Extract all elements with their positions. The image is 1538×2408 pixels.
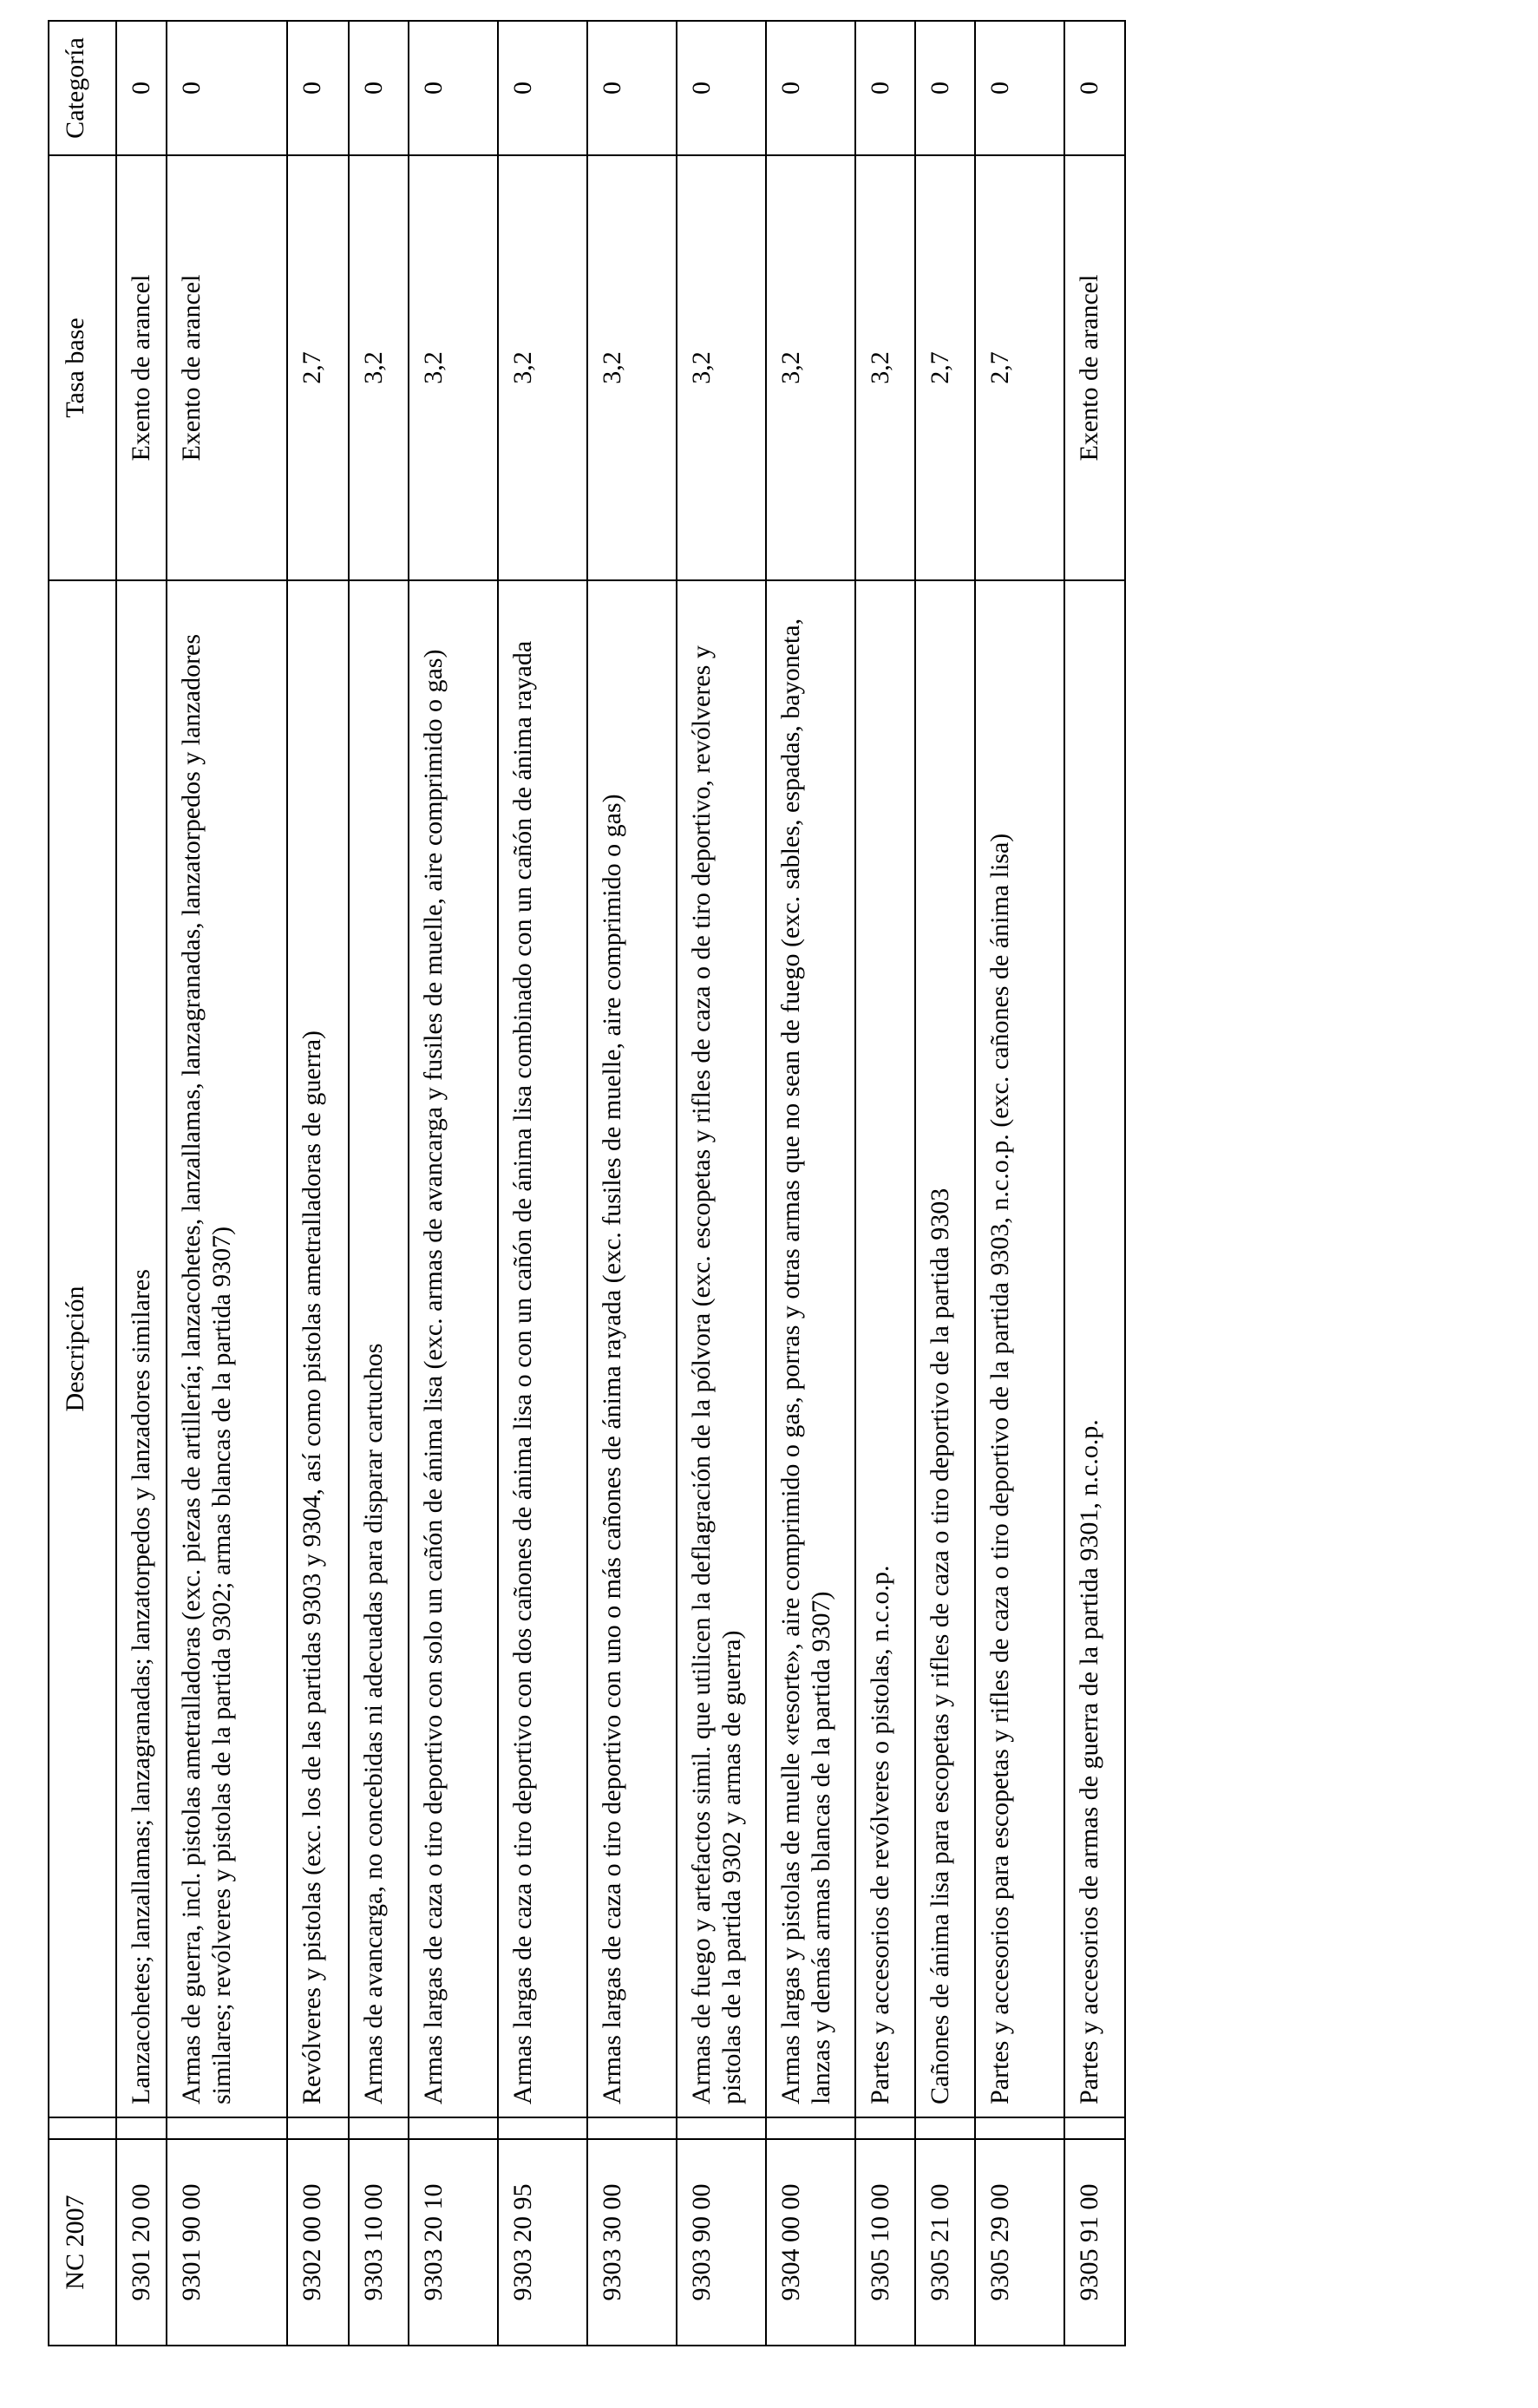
cell-nc: 9303 30 00	[587, 2139, 677, 2346]
table-row	[409, 21, 498, 2346]
cell-categoria: 0	[677, 21, 766, 155]
cell-categoria: 0	[587, 21, 677, 155]
cell-descripcion: Armas largas de caza o tiro deportivo con dos cañones de ánima lisa o con un cañón de ánima lisa combinado con un cañón de ánima rayada	[498, 580, 587, 2117]
cell-descripcion: Partes y accesorios de revólveres o pistolas, n.c.o.p.	[855, 580, 915, 2117]
cell-categoria: 0	[1064, 21, 1125, 155]
cell-categoria: 0	[287, 21, 349, 155]
cell-descripcion: Armas de guerra, incl. pistolas ametralladoras (exc. piezas de artillería; lanzacohetes, lanzallamas, lanzagranadas, lanzatorpedos y lanzadores similares; revólveres y pistolas de la partida 9302; armas blancas de la partida 9307)	[167, 580, 287, 2117]
cell-categoria: 0	[349, 21, 409, 155]
cell-nc: 9301 20 00	[116, 2139, 167, 2346]
cell-tasa-base: 3,2	[409, 155, 498, 580]
cell-descripcion: Armas largas y pistolas de muelle «resorte», aire comprimido o gas, porras y otras armas que no sean de fuego (exc. sables, espadas, bayoneta, lanzas y demás armas blancas de la partida 9307)	[766, 580, 855, 2117]
table-row	[116, 21, 167, 2346]
cell-tasa-base: 3,2	[766, 155, 855, 580]
cell-tasa-base: Exento de arancel	[1064, 155, 1125, 580]
rotated-page	[48, 22, 1126, 2346]
header-gap	[49, 2117, 116, 2139]
cell-categoria: 0	[766, 21, 855, 155]
cell-categoria: 0	[498, 21, 587, 155]
cell-gap	[855, 2117, 915, 2139]
cell-tasa-base: 3,2	[677, 155, 766, 580]
cell-descripcion: Armas largas de caza o tiro deportivo con uno o más cañones de ánima rayada (exc. fusiles de muelle, aire comprimido o gas)	[587, 580, 677, 2117]
table-row	[855, 21, 915, 2346]
cell-nc: 9301 90 00	[167, 2139, 287, 2346]
cell-categoria: 0	[409, 21, 498, 155]
cell-gap	[1064, 2117, 1125, 2139]
cell-descripcion: Lanzacohetes; lanzallamas; lanzagranadas; lanzatorpedos y lanzadores similares	[116, 580, 167, 2117]
cell-tasa-base: Exento de arancel	[167, 155, 287, 580]
cell-gap	[116, 2117, 167, 2139]
cell-nc: 9305 21 00	[915, 2139, 975, 2346]
table-row	[915, 21, 975, 2346]
cell-tasa-base: 2,7	[975, 155, 1064, 580]
cell-descripcion: Armas de avancarga, no concebidas ni adecuadas para disparar cartuchos	[349, 580, 409, 2117]
cell-gap	[766, 2117, 855, 2139]
cell-tasa-base: 2,7	[287, 155, 349, 580]
cell-nc: 9305 29 00	[975, 2139, 1064, 2346]
header-categoria: Categoría	[49, 21, 116, 155]
cell-gap	[915, 2117, 975, 2139]
cell-categoria: 0	[975, 21, 1064, 155]
cell-tasa-base: Exento de arancel	[116, 155, 167, 580]
cell-nc: 9302 00 00	[287, 2139, 349, 2346]
table-row	[498, 21, 587, 2346]
header-descripcion: Descripción	[49, 580, 116, 2117]
cell-nc: 9303 90 00	[677, 2139, 766, 2346]
table-row	[349, 21, 409, 2346]
cell-tasa-base: 3,2	[498, 155, 587, 580]
table-row	[587, 21, 677, 2346]
cell-categoria: 0	[915, 21, 975, 155]
header-tasa-base: Tasa base	[49, 155, 116, 580]
tariff-table	[48, 20, 1126, 2346]
cell-nc: 9303 20 95	[498, 2139, 587, 2346]
cell-nc: 9303 20 10	[409, 2139, 498, 2346]
cell-descripcion: Cañones de ánima lisa para escopetas y rifles de caza o tiro deportivo de la partida 9303	[915, 580, 975, 2117]
cell-gap	[975, 2117, 1064, 2139]
cell-tasa-base: 3,2	[349, 155, 409, 580]
cell-tasa-base: 3,2	[855, 155, 915, 580]
cell-nc: 9305 91 00	[1064, 2139, 1125, 2346]
table-row	[975, 21, 1064, 2346]
cell-descripcion: Partes y accesorios de armas de guerra de la partida 9301, n.c.o.p.	[1064, 580, 1125, 2117]
cell-gap	[587, 2117, 677, 2139]
table-row	[766, 21, 855, 2346]
cell-descripcion: Armas largas de caza o tiro deportivo con solo un cañón de ánima lisa (exc. armas de avancarga y fusiles de muelle, aire comprimido o gas)	[409, 580, 498, 2117]
cell-descripcion: Armas de fuego y artefactos simil. que utilicen la deflagración de la pólvora (exc. escopetas y rifles de caza o de tiro deportivo, revólveres y pistolas de la partida 9302 y armas de guerra)	[677, 580, 766, 2117]
table-row	[167, 21, 287, 2346]
table-row	[677, 21, 766, 2346]
cell-gap	[287, 2117, 349, 2139]
cell-nc: 9303 10 00	[349, 2139, 409, 2346]
cell-nc: 9305 10 00	[855, 2139, 915, 2346]
cell-categoria: 0	[167, 21, 287, 155]
cell-categoria: 0	[116, 21, 167, 155]
cell-categoria: 0	[855, 21, 915, 155]
cell-gap	[349, 2117, 409, 2139]
table-row	[1064, 21, 1125, 2346]
table-row	[287, 21, 349, 2346]
cell-tasa-base: 2,7	[915, 155, 975, 580]
cell-gap	[677, 2117, 766, 2139]
cell-nc: 9304 00 00	[766, 2139, 855, 2346]
cell-gap	[167, 2117, 287, 2139]
header-nc: NC 2007	[49, 2139, 116, 2346]
cell-descripcion: Revólveres y pistolas (exc. los de las partidas 9303 y 9304, así como pistolas ametralladoras de guerra)	[287, 580, 349, 2117]
table-header-row	[49, 21, 116, 2346]
cell-gap	[409, 2117, 498, 2139]
cell-tasa-base: 3,2	[587, 155, 677, 580]
cell-descripcion: Partes y accesorios para escopetas y rifles de caza o tiro deportivo de la partida 9303, n.c.o.p. (exc. cañones de ánima lisa)	[975, 580, 1064, 2117]
cell-gap	[498, 2117, 587, 2139]
